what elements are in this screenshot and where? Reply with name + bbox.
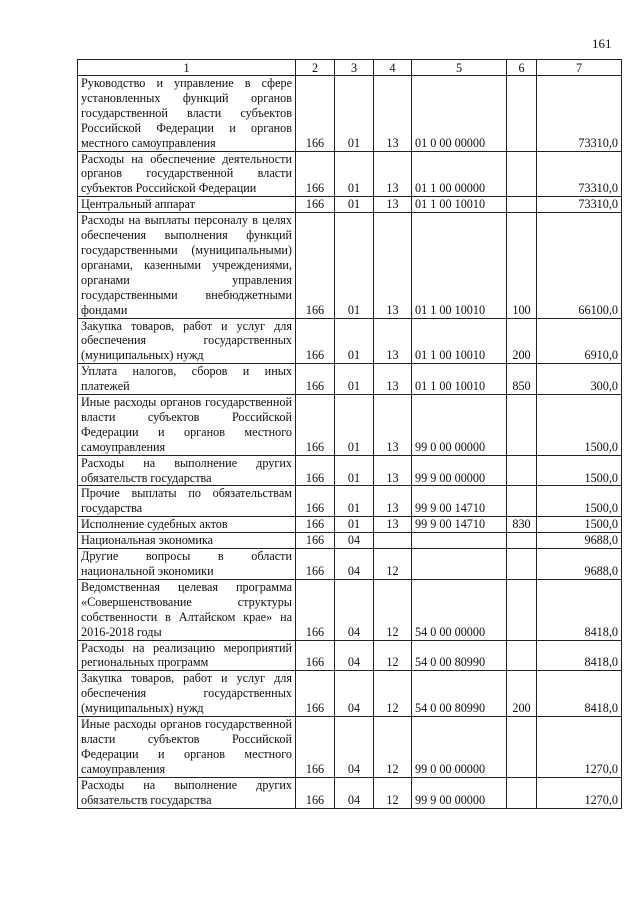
expense-name-cell: Ведомственная целевая программа «Совершенствование структуры собственности в Алтайском крае» на 2016-2018 годы xyxy=(78,579,296,640)
target-article-cell: 54 0 00 00000 xyxy=(412,579,507,640)
department-code-cell: 166 xyxy=(296,579,335,640)
target-article-cell xyxy=(412,549,507,580)
expense-type-cell: 200 xyxy=(507,318,537,364)
amount-cell: 66100,0 xyxy=(537,213,622,318)
department-code-cell: 166 xyxy=(296,486,335,517)
expense-type-cell xyxy=(507,777,537,808)
department-code-cell: 166 xyxy=(296,717,335,778)
expense-name-cell: Исполнение судебных актов xyxy=(78,517,296,533)
table-row xyxy=(78,579,622,640)
column-header: 4 xyxy=(374,60,412,76)
table-row xyxy=(78,213,622,318)
target-article-cell: 01 1 00 10010 xyxy=(412,213,507,318)
table-row xyxy=(78,549,622,580)
expense-type-cell: 100 xyxy=(507,213,537,318)
table-row xyxy=(78,364,622,395)
expense-type-cell xyxy=(507,151,537,197)
amount-cell: 1500,0 xyxy=(537,517,622,533)
subsection-code-cell: 12 xyxy=(374,777,412,808)
section-code-cell: 04 xyxy=(335,533,374,549)
subsection-code-cell: 13 xyxy=(374,486,412,517)
department-code-cell: 166 xyxy=(296,533,335,549)
expense-type-cell xyxy=(507,533,537,549)
table-row xyxy=(78,717,622,778)
department-code-cell: 166 xyxy=(296,517,335,533)
amount-cell: 73310,0 xyxy=(537,151,622,197)
table-row xyxy=(78,486,622,517)
expense-type-cell: 200 xyxy=(507,671,537,717)
expense-type-cell xyxy=(507,579,537,640)
department-code-cell: 166 xyxy=(296,213,335,318)
column-number-row xyxy=(78,60,622,76)
amount-cell: 300,0 xyxy=(537,364,622,395)
table-row xyxy=(78,517,622,533)
expense-name-cell: Другие вопросы в области национальной экономики xyxy=(78,549,296,580)
column-header: 5 xyxy=(412,60,507,76)
target-article-cell xyxy=(412,533,507,549)
subsection-code-cell: 13 xyxy=(374,364,412,395)
target-article-cell: 99 9 00 14710 xyxy=(412,486,507,517)
expense-type-cell: 850 xyxy=(507,364,537,395)
target-article-cell: 99 9 00 00000 xyxy=(412,455,507,486)
target-article-cell: 01 0 00 00000 xyxy=(412,76,507,152)
target-article-cell: 54 0 00 80990 xyxy=(412,640,507,671)
expense-name-cell: Закупка товаров, работ и услуг для обеспечения государственных (муниципальных) нужд xyxy=(78,318,296,364)
target-article-cell: 54 0 00 80990 xyxy=(412,671,507,717)
table-row xyxy=(78,671,622,717)
section-code-cell: 04 xyxy=(335,549,374,580)
subsection-code-cell: 12 xyxy=(374,579,412,640)
expense-type-cell xyxy=(507,395,537,456)
amount-cell: 8418,0 xyxy=(537,640,622,671)
column-header: 1 xyxy=(78,60,296,76)
amount-cell: 73310,0 xyxy=(537,197,622,213)
subsection-code-cell: 13 xyxy=(374,455,412,486)
subsection-code-cell: 13 xyxy=(374,151,412,197)
table-row xyxy=(78,151,622,197)
section-code-cell: 01 xyxy=(335,395,374,456)
section-code-cell: 04 xyxy=(335,640,374,671)
expense-name-cell: Расходы на обеспечение деятельности органов государственной власти субъектов Российской Федерации xyxy=(78,151,296,197)
amount-cell: 1500,0 xyxy=(537,486,622,517)
expense-type-cell: 830 xyxy=(507,517,537,533)
table-row xyxy=(78,318,622,364)
table-row xyxy=(78,76,622,152)
target-article-cell: 01 1 00 10010 xyxy=(412,318,507,364)
expense-type-cell xyxy=(507,76,537,152)
amount-cell: 9688,0 xyxy=(537,549,622,580)
expense-name-cell: Иные расходы органов государственной власти субъектов Российской Федерации и органов местного самоуправления xyxy=(78,395,296,456)
target-article-cell: 01 1 00 10010 xyxy=(412,364,507,395)
department-code-cell: 166 xyxy=(296,549,335,580)
expense-type-cell xyxy=(507,640,537,671)
column-header: 2 xyxy=(296,60,335,76)
expense-name-cell: Иные расходы органов государственной власти субъектов Российской Федерации и органов местного самоуправления xyxy=(78,717,296,778)
expense-type-cell xyxy=(507,197,537,213)
expense-type-cell xyxy=(507,455,537,486)
section-code-cell: 01 xyxy=(335,517,374,533)
subsection-code-cell: 13 xyxy=(374,395,412,456)
expense-name-cell: Национальная экономика xyxy=(78,533,296,549)
target-article-cell: 01 1 00 10010 xyxy=(412,197,507,213)
column-header: 6 xyxy=(507,60,537,76)
target-article-cell: 99 0 00 00000 xyxy=(412,717,507,778)
table-row xyxy=(78,533,622,549)
column-header: 7 xyxy=(537,60,622,76)
expense-type-cell xyxy=(507,486,537,517)
department-code-cell: 166 xyxy=(296,777,335,808)
section-code-cell: 04 xyxy=(335,671,374,717)
section-code-cell: 01 xyxy=(335,455,374,486)
table-row xyxy=(78,777,622,808)
amount-cell: 1270,0 xyxy=(537,717,622,778)
department-code-cell: 166 xyxy=(296,395,335,456)
table-row xyxy=(78,395,622,456)
expense-name-cell: Расходы на реализацию мероприятий региональных программ xyxy=(78,640,296,671)
amount-cell: 73310,0 xyxy=(537,76,622,152)
table-row xyxy=(78,455,622,486)
subsection-code-cell: 12 xyxy=(374,717,412,778)
section-code-cell: 01 xyxy=(335,364,374,395)
table-row xyxy=(78,197,622,213)
department-code-cell: 166 xyxy=(296,364,335,395)
expense-type-cell xyxy=(507,549,537,580)
amount-cell: 6910,0 xyxy=(537,318,622,364)
section-code-cell: 01 xyxy=(335,197,374,213)
expense-name-cell: Центральный аппарат xyxy=(78,197,296,213)
target-article-cell: 99 9 00 00000 xyxy=(412,777,507,808)
subsection-code-cell: 13 xyxy=(374,76,412,152)
subsection-code-cell: 12 xyxy=(374,549,412,580)
column-header: 3 xyxy=(335,60,374,76)
section-code-cell: 04 xyxy=(335,717,374,778)
amount-cell: 1500,0 xyxy=(537,455,622,486)
section-code-cell: 04 xyxy=(335,777,374,808)
target-article-cell: 99 9 00 14710 xyxy=(412,517,507,533)
subsection-code-cell: 12 xyxy=(374,640,412,671)
expense-name-cell: Расходы на выполнение других обязательств государства xyxy=(78,455,296,486)
amount-cell: 8418,0 xyxy=(537,579,622,640)
department-code-cell: 166 xyxy=(296,455,335,486)
section-code-cell: 01 xyxy=(335,151,374,197)
subsection-code-cell: 12 xyxy=(374,671,412,717)
expense-name-cell: Расходы на выплаты персоналу в целях обеспечения выполнения функций государственными (муниципальными) органами, казенными учреждениями, органами управления государственными внебюджетными фондами xyxy=(78,213,296,318)
budget-table xyxy=(77,59,622,809)
expense-name-cell: Прочие выплаты по обязательствам государства xyxy=(78,486,296,517)
subsection-code-cell: 13 xyxy=(374,517,412,533)
section-code-cell: 01 xyxy=(335,318,374,364)
subsection-code-cell: 13 xyxy=(374,318,412,364)
subsection-code-cell xyxy=(374,533,412,549)
amount-cell: 1500,0 xyxy=(537,395,622,456)
department-code-cell: 166 xyxy=(296,197,335,213)
expense-name-cell: Закупка товаров, работ и услуг для обеспечения государственных (муниципальных) нужд xyxy=(78,671,296,717)
expense-type-cell xyxy=(507,717,537,778)
amount-cell: 9688,0 xyxy=(537,533,622,549)
department-code-cell: 166 xyxy=(296,318,335,364)
subsection-code-cell: 13 xyxy=(374,213,412,318)
target-article-cell: 01 1 00 00000 xyxy=(412,151,507,197)
section-code-cell: 04 xyxy=(335,579,374,640)
section-code-cell: 01 xyxy=(335,486,374,517)
table-body xyxy=(78,76,622,809)
page-number: 161 xyxy=(592,36,612,51)
amount-cell: 8418,0 xyxy=(537,671,622,717)
target-article-cell: 99 0 00 00000 xyxy=(412,395,507,456)
expense-name-cell: Расходы на выполнение других обязательств государства xyxy=(78,777,296,808)
table-row xyxy=(78,640,622,671)
expense-name-cell: Уплата налогов, сборов и иных платежей xyxy=(78,364,296,395)
section-code-cell: 01 xyxy=(335,76,374,152)
department-code-cell: 166 xyxy=(296,671,335,717)
section-code-cell: 01 xyxy=(335,213,374,318)
department-code-cell: 166 xyxy=(296,76,335,152)
amount-cell: 1270,0 xyxy=(537,777,622,808)
department-code-cell: 166 xyxy=(296,151,335,197)
subsection-code-cell: 13 xyxy=(374,197,412,213)
expense-name-cell: Руководство и управление в сфере установленных функций органов государственной власти субъектов Российской Федерации и органов местного самоуправления xyxy=(78,76,296,152)
department-code-cell: 166 xyxy=(296,640,335,671)
